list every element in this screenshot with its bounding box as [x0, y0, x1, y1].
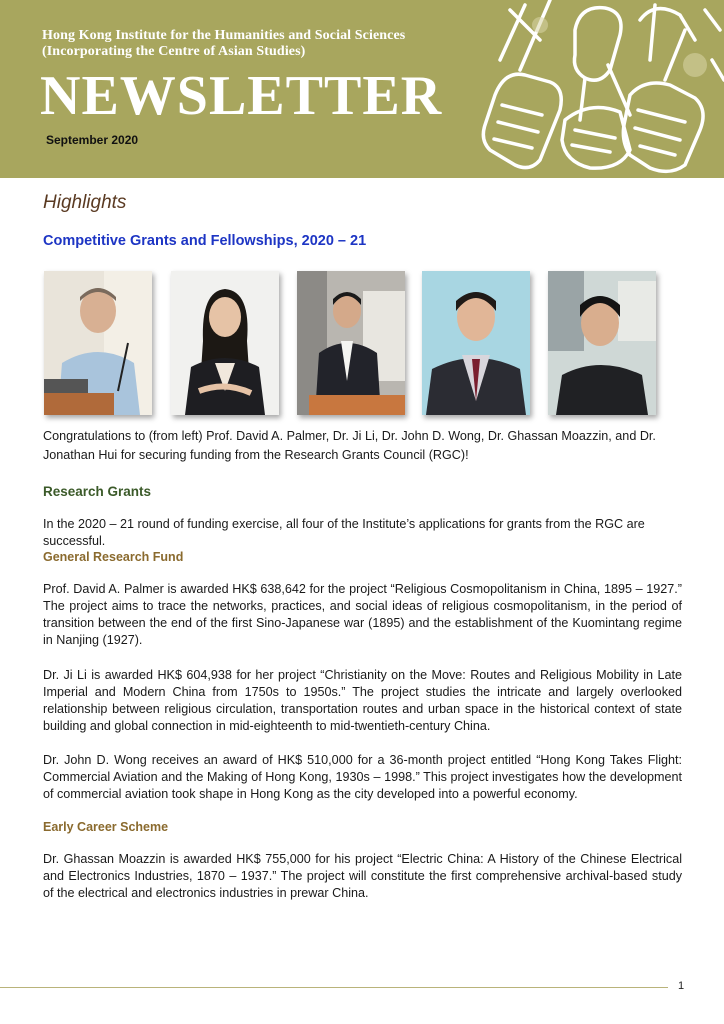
decorative-artifact-illustration: [480, 0, 724, 178]
photo-ghassan-moazzin: [422, 271, 530, 415]
masthead-title: NEWSLETTER: [40, 65, 443, 127]
grf-paragraph-li: Dr. Ji Li is awarded HK$ 604,938 for her project “Christianity on the Move: Routes and Religious Mobility in Late Imperial and Modern China from 1750s to 1950s.” The project studies the intricate and largely overlooked relationship between religious circulation, transportation routes and urban space in the historical context of state building and global connection in mid-eighteenth to mid-twentieth-century China.: [43, 668, 682, 733]
photo-caption: Congratulations to (from left) Prof. David A. Palmer, Dr. Ji Li, Dr. John D. Wong, Dr. Ghassan Moazzin, and Dr. Jonathan Hui for securing funding from the Research Grants Council (RGC)!: [43, 429, 656, 462]
photo-david-palmer: [44, 271, 152, 415]
grf-paragraph-wong: Dr. John D. Wong receives an award of HK$ 510,000 for a 36-month project entitled “Hong Kong Takes Flight: Commercial Aviation and the Making of Hong Kong, 1930s – 1998.” This project investigates how the development of commercial aviation took shape in Hong Kong as the city developed into a powerful economy.: [43, 753, 682, 801]
newsletter-header: [0, 0, 724, 178]
photo-jonathan-hui: [548, 271, 656, 415]
org-name: Hong Kong Institute for the Humanities and Social Sciences: [42, 28, 406, 43]
issue-date: September 2020: [46, 133, 139, 147]
research-grants-heading: Research Grants: [43, 484, 152, 499]
photo-ji-li: [171, 271, 279, 415]
photo-john-wong: [297, 271, 405, 415]
ecs-heading: Early Career Scheme: [43, 820, 169, 834]
section-title: Competitive Grants and Fellowships, 2020 – 21: [43, 233, 367, 249]
grf-paragraph-palmer: Prof. David A. Palmer is awarded HK$ 638,642 for the project “Religious Cosmopolitanism in China, 1895 – 1927.” The project aims to trace the networks, practices, and social ideas of religious cosmopolitanism, in the period of transition between the end of the first Sino-Japanese war (1895) and the establishment of the Kuomintang regime in Nanjing (1927).: [43, 582, 682, 647]
research-grants-intro: In the 2020 – 21 round of funding exercise, all four of the Institute’s applications for grants from the RGC are successful.: [43, 517, 645, 548]
footer-divider: [0, 987, 668, 988]
grf-heading: General Research Fund: [43, 550, 184, 564]
highlights-heading: Highlights: [43, 192, 127, 213]
page-number: 1: [678, 980, 685, 992]
org-subtitle: (Incorporating the Centre of Asian Studies): [42, 44, 306, 59]
ecs-paragraph-moazzin: Dr. Ghassan Moazzin is awarded HK$ 755,000 for his project “Electric China: A History of the Chinese Electrical and Electronics Industries, 1870 – 1937.” The project will constitute the first comprehensive archival-based study of the electrical and electronics industries in prewar China.: [43, 852, 682, 900]
